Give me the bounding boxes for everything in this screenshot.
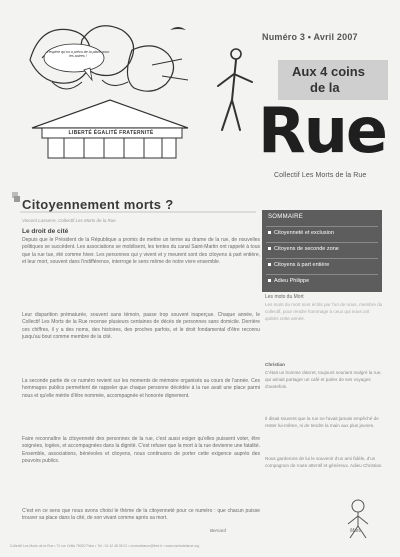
sidebar-paragraph: Nous garderons de lui le souvenir d'un ami fidèle, d'un compagnon de route attentif et généreux. Adieu Christian. bbox=[265, 456, 383, 468]
sommaire-title: SOMMAIRE bbox=[268, 214, 304, 220]
sommaire-item-label: Citoyenneté et exclusion bbox=[274, 230, 334, 236]
sommaire-item-label: Citoyens de seconde zone bbox=[274, 246, 339, 252]
sidebar-paragraph: C'était un homme discret, toujours souriant malgré la rue, qui aimait partager un café et parler de ses voyages d'autrefois. bbox=[265, 370, 382, 389]
logo-line-2: de la bbox=[310, 80, 340, 95]
body-paragraph: Depuis que le Président de la République a promis de mettre un terme au drame de la rue, de nouvelles politiques se succèdent. Les associations se mobilisent, les tentes du canal Saint-Martin ont rappelé à tous que la rue tue, été comme hiver. Les personnes qui y vivent et y meurent sont des citoyens à part entière, et leur mort, souvent dans l'indifférence, interroge le sens même de notre vivre ensemble. bbox=[22, 237, 260, 265]
bullet-icon bbox=[268, 279, 271, 282]
sidebar-signature: Marc bbox=[350, 528, 362, 534]
issue-number: Numéro 3 • Avril 2007 bbox=[262, 32, 358, 42]
article-signature: Bernard bbox=[210, 528, 227, 533]
body-paragraph: Leur disparition prématurée, souvent sans témoin, passe trop souvent inaperçue. Chaque année, le Collectif Les Morts de la Rue recense plusieurs centaines de décès de personnes sans domicile. Derrière ces chiffres, il y a des noms, des histoires, des proches parfois, et le droit fondamental d'être reconnu jusqu'au bout comme membre de la cité. bbox=[22, 312, 260, 340]
headline: Citoyennement morts ? bbox=[22, 197, 174, 212]
cartoon-illustration bbox=[12, 10, 217, 160]
logo-line-1: Aux 4 coins bbox=[292, 64, 365, 79]
body-paragraph: La seconde partie de ce numéro revient sur les moments de mémoire organisés au cours de l'année. Ces hommages publics permettent de rappeler que chaque personne décédée à la rue avait une place parmi nous et qu'elle mérite d'être nommée, accompagnée et honorée dignement. bbox=[22, 378, 260, 399]
sidebar-name: Christian bbox=[265, 362, 285, 367]
section-title: Le droit de cité bbox=[22, 228, 69, 235]
sommaire-item[interactable] bbox=[266, 274, 378, 287]
sommaire-item[interactable] bbox=[266, 226, 378, 239]
logo-big-word: Rue bbox=[258, 94, 386, 167]
sommaire-item[interactable] bbox=[266, 258, 378, 271]
sidebar-paragraph: Il disait souvent que la rue ne l'avait jamais empêché de rester lui-même, ni de tendre la main aux plus jeunes. bbox=[265, 416, 379, 428]
sidebar-title: Les mots du Mort bbox=[265, 294, 304, 300]
byline: Vincent Lasserre, Collectif Les Morts de la Rue bbox=[22, 218, 116, 223]
body-paragraph: C'est en ce sens que nous avons choisi le thème de la citoyenneté pour ce numéro : que chacun puisse trouver sa place dans la cité, de son vivant comme après sa mort. bbox=[22, 508, 260, 522]
body-paragraph: Faire reconnaître la citoyenneté des personnes de la rue, c'est aussi exiger qu'elles puissent voter, être soignées, logées, et accompagnées dans la dignité. C'est refuser que la mort à la rue devienne une fatalité. Ensemble, associations, bénévoles et citoyens, nous continuons de porter cette exigence auprès des pouvoirs publics. bbox=[22, 436, 260, 464]
logo-collectif: Collectif Les Morts de la Rue bbox=[274, 172, 367, 179]
sommaire-item-label: Citoyens à part entière bbox=[274, 262, 330, 268]
bullet-icon bbox=[268, 247, 271, 250]
pediment-inscription: LIBERTÉ ÉGALITÉ FRATERNITÉ bbox=[68, 130, 154, 136]
bullet-icon bbox=[268, 263, 271, 266]
sommaire-item-label: Adieu Philippe bbox=[274, 278, 310, 284]
footer: Collectif Les Morts de la Rue • 72 rue Orfila 75020 Paris • Tél : 01 42 45 08 01 • mortsdelarue@free.fr • www.mortsdelarue.org bbox=[10, 544, 200, 548]
sidebar-intro: Les mots du mort sont écrits par l'un de nous, membre du collectif, pour rendre hommage à ceux qui nous ont quittés cette année. bbox=[265, 302, 383, 321]
bullet-icon bbox=[268, 231, 271, 234]
sommaire-item[interactable] bbox=[266, 242, 378, 255]
speech-bubble-text: J'espère qu'on a prévu de la place pour les autres ! bbox=[46, 50, 110, 59]
